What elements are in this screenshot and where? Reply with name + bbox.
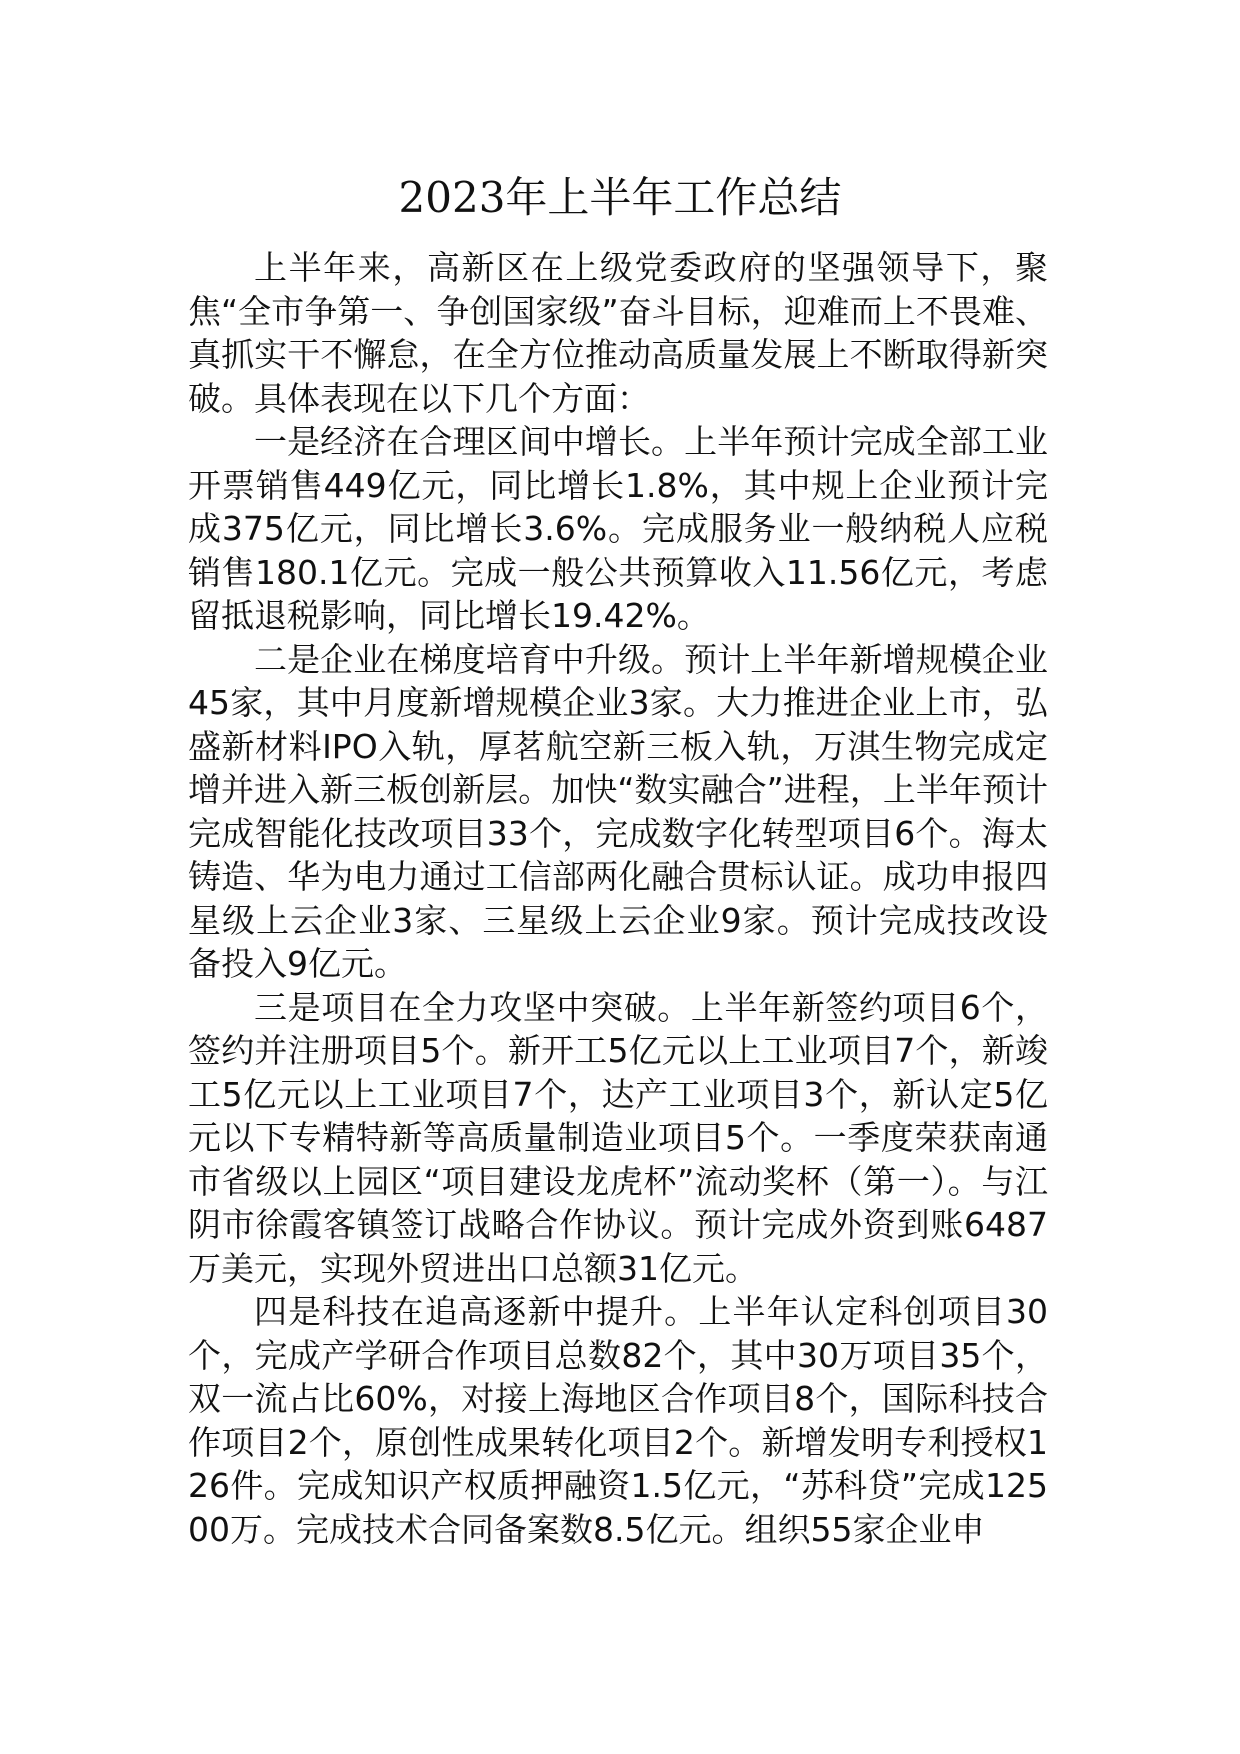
paragraph-technology: 四是科技在追高逐新中提升。上半年认定科创项目30个，完成产学研合作项目总数82个，其中30万项目35个，双一流占比60%，对接上海地区合作项目8个，国际科技合作项目2个，原创性成果转化项目2个。新增发明专利授权126件。完成知识产权质押融资1.5亿元，“苏科贷”完成12500万。完成技术合同备案数8.5亿元。组织55家企业申 [188,1292,1048,1549]
document-body [188,246,1048,1551]
paragraph-intro: 上半年来，高新区在上级党委政府的坚强领导下，聚焦“全市争第一、争创国家级”奋斗目标，迎难而上不畏难、真抓实干不懈怠，在全方位推动高质量发展上不断取得新突破。具体表现在以下几个方面： [188,248,1048,418]
paragraph-economy: 一是经济在合理区间中增长。上半年预计完成全部工业开票销售449亿元，同比增长1.8%，其中规上企业预计完成375亿元，同比增长3.6%。完成服务业一般纳税人应税销售180.1亿元。完成一般公共预算收入11.56亿元，考虑留抵退税影响，同比增长19.42%。 [188,422,1048,635]
document-title: 2023年上半年工作总结 [398,173,842,222]
paragraph-projects: 三是项目在全力攻坚中突破。上半年新签约项目6个，签约并注册项目5个。新开工5亿元以上工业项目7个，新竣工5亿元以上工业项目7个，达产工业项目3个，新认定5亿元以下专精特新等高质量制造业项目5个。一季度荣获南通市省级以上园区“项目建设龙虎杯”流动奖杯（第一）。与江阴市徐霞客镇签订战略合作协议。预计完成外资到账6487万美元，实现外贸进出口总额31亿元。 [188,987,1048,1288]
paragraph-enterprise: 二是企业在梯度培育中升级。预计上半年新增规模企业45家，其中月度新增规模企业3家。大力推进企业上市，弘盛新材料IPO入轨，厚茗航空新三板入轨，万淇生物完成定增并进入新三板创新层。加快“数实融合”进程，上半年预计完成智能化技改项目33个，完成数字化转型项目6个。海太铸造、华为电力通过工信部两化融合贯标认证。成功申报四星级上云企业3家、三星级上云企业9家。预计完成技改设备投入9亿元。 [188,639,1048,983]
